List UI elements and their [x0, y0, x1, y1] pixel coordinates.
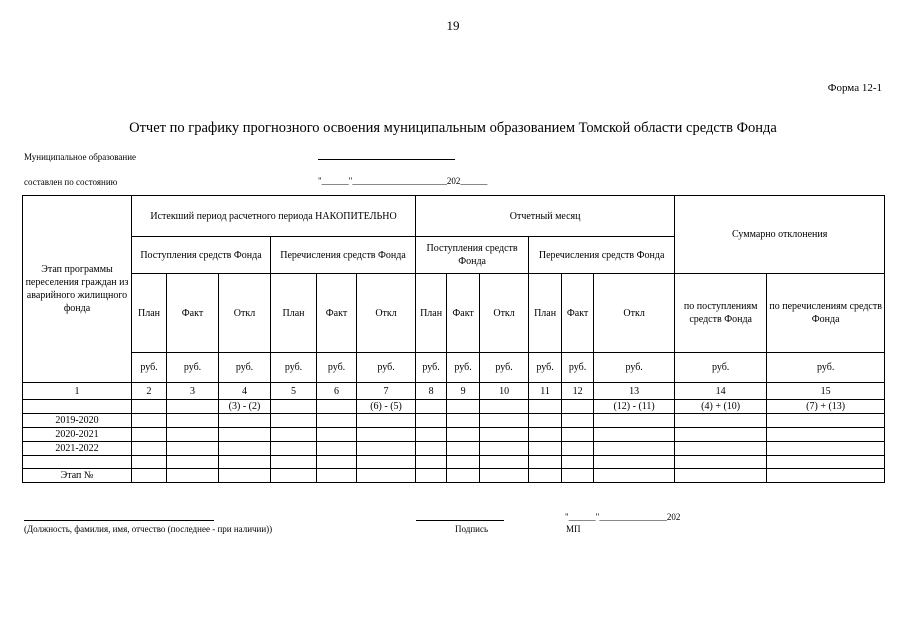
report-title: Отчет по графику прогнозного освоения муниципальным образованием Томской области средств Фонда — [129, 120, 777, 136]
unit-cell: руб. — [529, 353, 562, 383]
signature-line — [416, 520, 504, 521]
col-number: 10 — [480, 383, 529, 400]
report-table — [22, 195, 885, 483]
sign-date-field: "______"_______________202 — [565, 512, 681, 522]
municipality-label: Муниципальное образование — [24, 152, 137, 162]
unit-cell: руб. — [562, 353, 594, 383]
signature-label: Подпись — [455, 524, 489, 534]
unit-cell: руб. — [357, 353, 416, 383]
month-header: Отчетный месяц — [416, 196, 675, 237]
month-transfers-header: Перечисления средств Фонда — [529, 237, 675, 274]
form-label: Форма 12-1 — [827, 82, 882, 94]
col-number: 6 — [317, 383, 357, 400]
col-number: 12 — [562, 383, 594, 400]
unit-cell: руб. — [132, 353, 167, 383]
stage-header: Этап программы переселения граждан из аварийного жилищного фонда — [23, 196, 132, 383]
col-number: 1 — [23, 383, 132, 400]
formula-15: (7) + (13) — [767, 400, 885, 414]
col-dev-13: Откл — [594, 274, 675, 353]
col-by-transfers: по перечислениям средств Фонда — [767, 274, 885, 353]
position-line — [24, 520, 214, 521]
col-fact-3: Факт — [167, 274, 219, 353]
col-fact-12: Факт — [562, 274, 594, 353]
col-dev-4: Откл — [219, 274, 271, 353]
col-number: 4 — [219, 383, 271, 400]
col-number: 14 — [675, 383, 767, 400]
row-label: Этап № — [23, 469, 132, 483]
municipality-field — [318, 159, 455, 160]
table-row — [23, 456, 885, 469]
table-row — [23, 414, 885, 428]
col-plan-8: План — [416, 274, 447, 353]
stamp-label: МП — [566, 524, 581, 534]
compiled-date-field: "______"_____________________202______ — [318, 176, 488, 186]
unit-cell: руб. — [219, 353, 271, 383]
unit-cell: руб. — [594, 353, 675, 383]
row-label: 2019-2020 — [23, 414, 132, 428]
table-row — [23, 469, 885, 483]
formula-14: (4) + (10) — [675, 400, 767, 414]
col-number: 8 — [416, 383, 447, 400]
unit-cell: руб. — [480, 353, 529, 383]
position-label: (Должность, фамилия, имя, отчество (последнее - при наличии)) — [24, 524, 273, 534]
period-header: Истекший период расчетного периода НАКОПИТЕЛЬНО — [132, 196, 416, 237]
col-number: 3 — [167, 383, 219, 400]
unit-cell: руб. — [416, 353, 447, 383]
period-receipts-header: Поступления средств Фонда — [132, 237, 271, 274]
row-label — [23, 456, 132, 469]
col-fact-6: Факт — [317, 274, 357, 353]
unit-cell: руб. — [167, 353, 219, 383]
table-row — [23, 428, 885, 442]
col-number: 9 — [447, 383, 480, 400]
unit-cell: руб. — [447, 353, 480, 383]
unit-cell: руб. — [675, 353, 767, 383]
col-by-receipts: по поступлениям средств Фонда — [675, 274, 767, 353]
row-label: 2021-2022 — [23, 442, 132, 456]
col-number: 11 — [529, 383, 562, 400]
month-receipts-header: Поступления средств Фонда — [416, 237, 529, 274]
col-number: 5 — [271, 383, 317, 400]
unit-cell: руб. — [767, 353, 885, 383]
col-fact-9: Факт — [447, 274, 480, 353]
col-number: 13 — [594, 383, 675, 400]
col-plan-2: План — [132, 274, 167, 353]
formula-7: (6) - (5) — [357, 400, 416, 414]
col-number: 7 — [357, 383, 416, 400]
compiled-label: составлен по состоянию — [24, 177, 118, 187]
table-row — [23, 442, 885, 456]
formula-4: (3) - (2) — [219, 400, 271, 414]
summary-header: Суммарно отклонения — [675, 196, 885, 274]
formula-13: (12) - (11) — [594, 400, 675, 414]
unit-cell: руб. — [271, 353, 317, 383]
col-dev-7: Откл — [357, 274, 416, 353]
unit-cell: руб. — [317, 353, 357, 383]
col-plan-11: План — [529, 274, 562, 353]
col-plan-5: План — [271, 274, 317, 353]
col-number: 15 — [767, 383, 885, 400]
page-number: 19 — [446, 18, 460, 33]
period-transfers-header: Перечисления средств Фонда — [271, 237, 416, 274]
row-label: 2020-2021 — [23, 428, 132, 442]
col-dev-10: Откл — [480, 274, 529, 353]
col-number: 2 — [132, 383, 167, 400]
